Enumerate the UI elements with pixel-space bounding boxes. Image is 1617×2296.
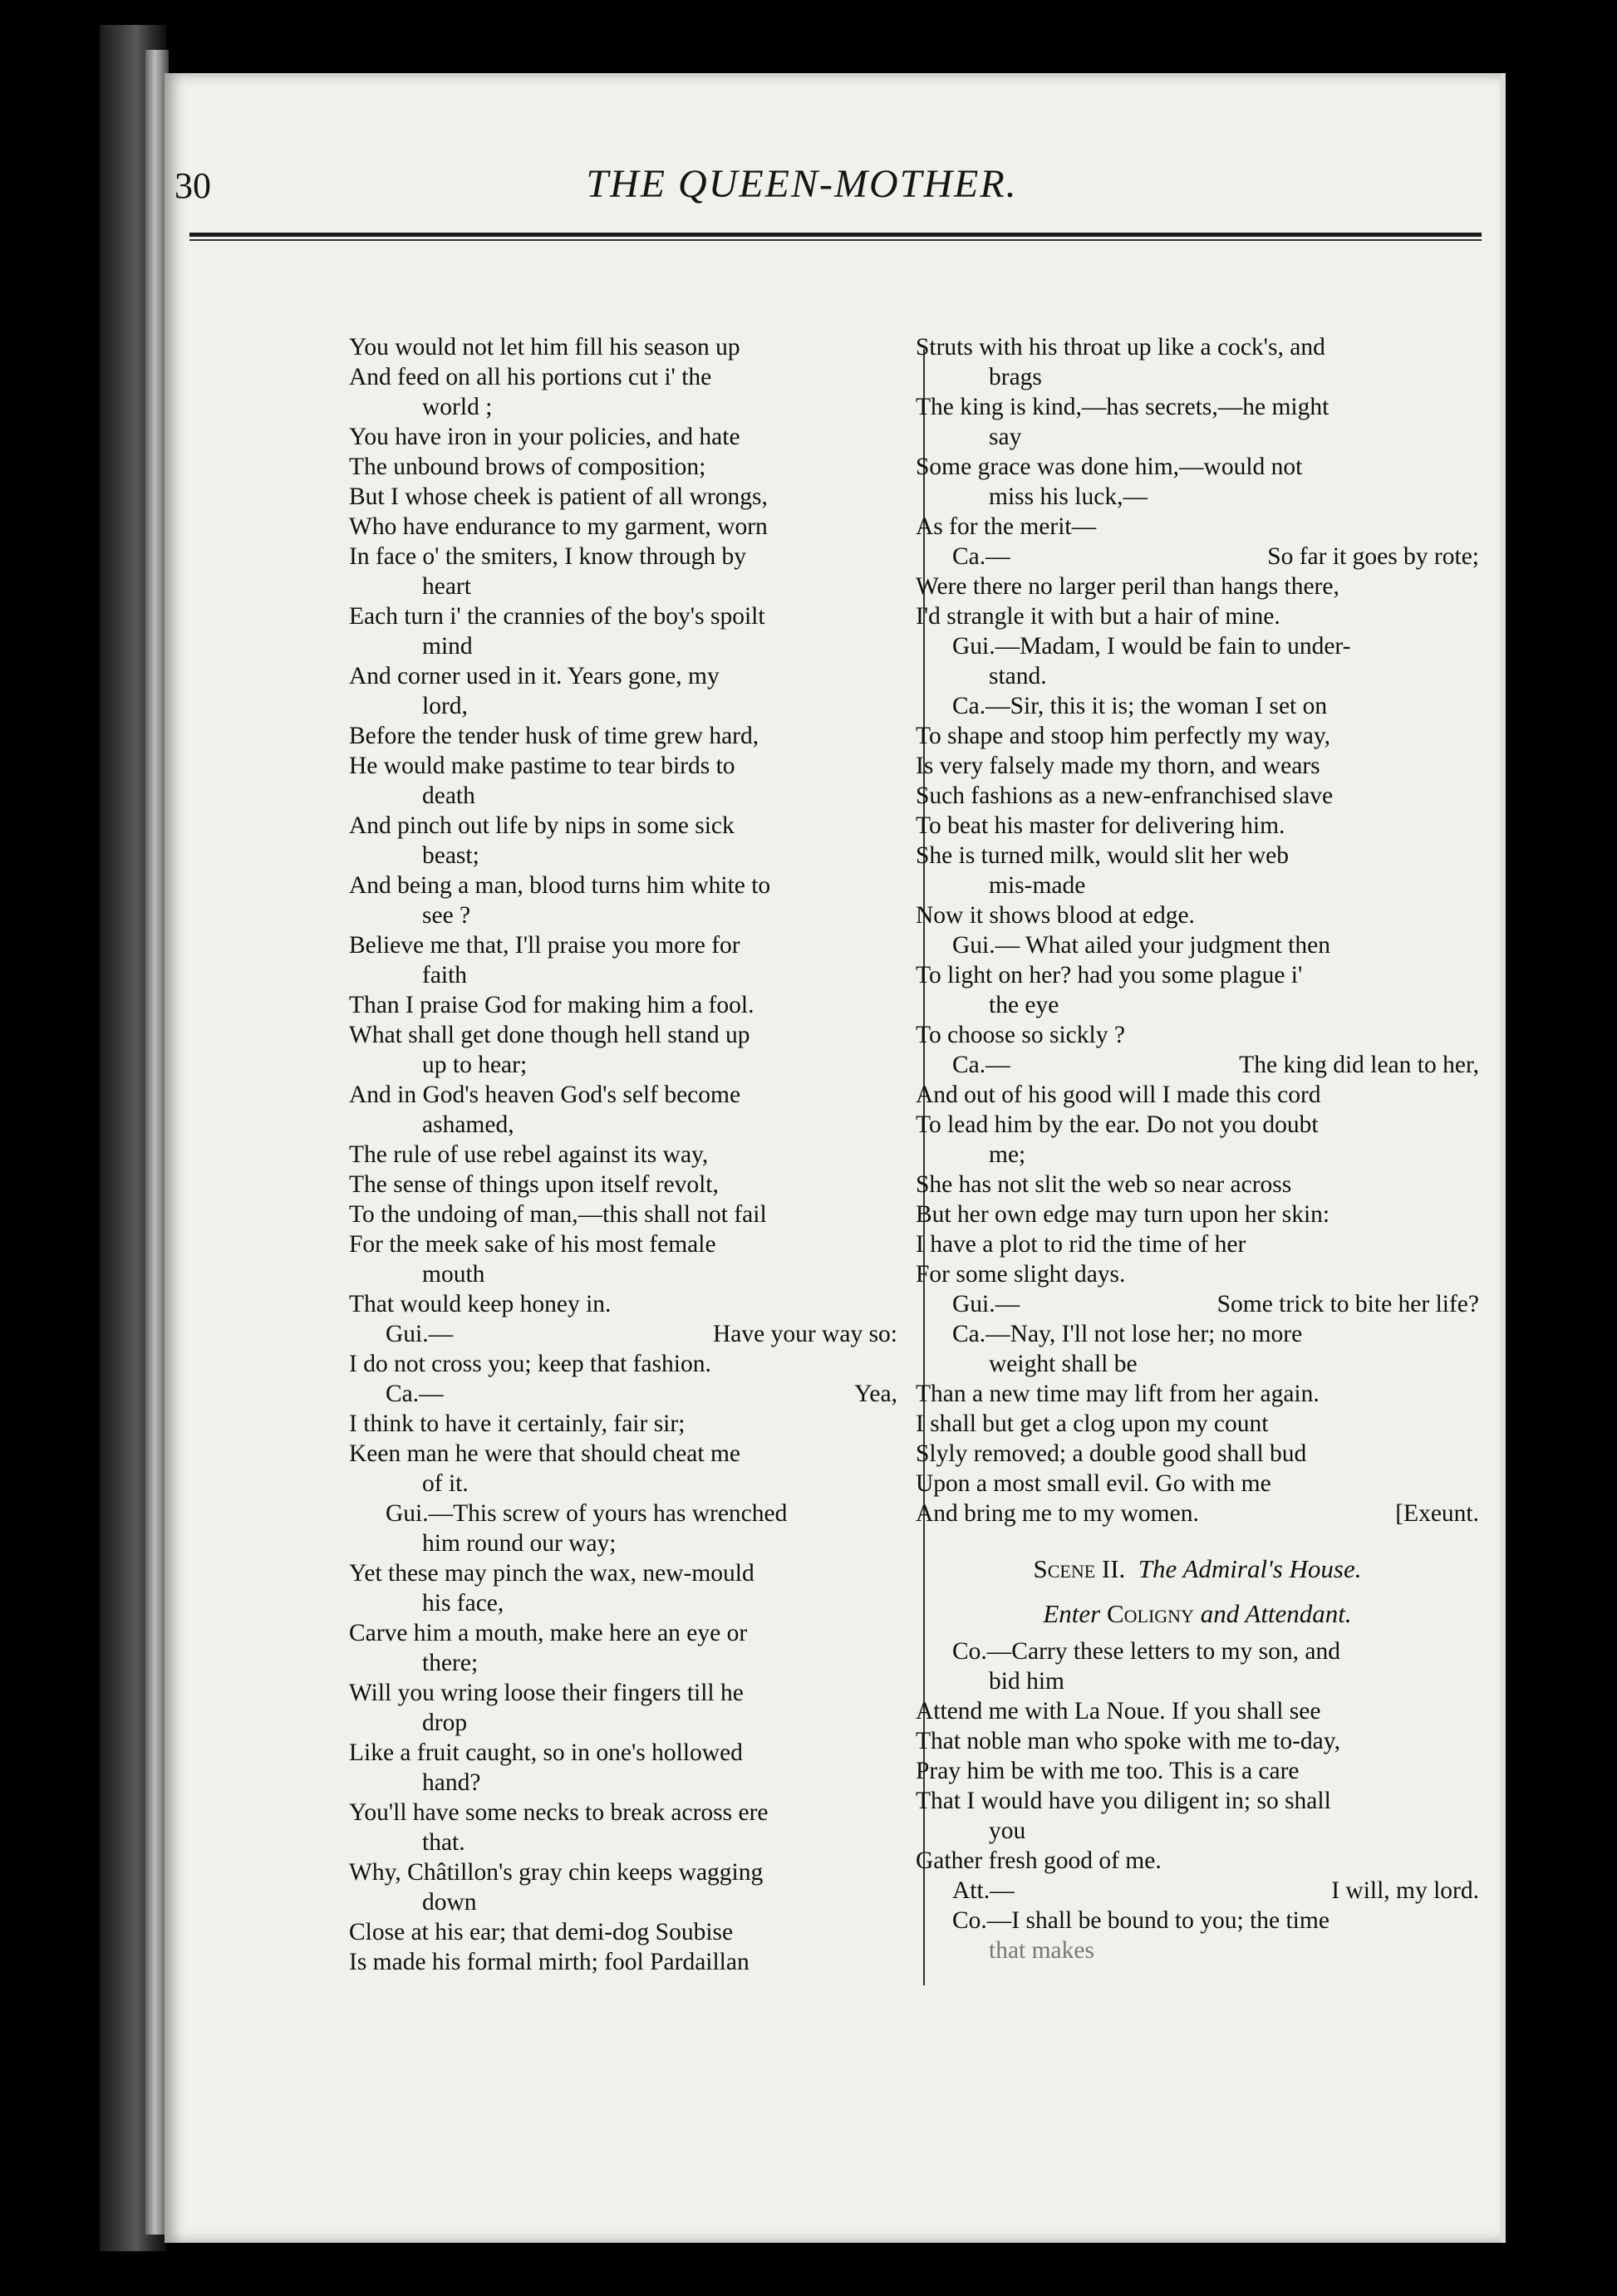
verse-text: Who have endurance to my garment, worn <box>349 513 768 540</box>
verse-text: To shape and stoop him perfectly my way, <box>916 723 1331 749</box>
verse-line <box>916 572 1479 601</box>
verse-line <box>916 990 1479 1020</box>
verse-line <box>916 1200 1479 1229</box>
verse-line <box>916 1170 1479 1200</box>
verse-text: hand? <box>422 1769 481 1796</box>
verse-line <box>916 1469 1479 1499</box>
verse-text: Carve him a mouth, make here an eye or <box>349 1620 748 1646</box>
verse-line <box>349 482 897 512</box>
verse-line <box>349 721 897 751</box>
verse-text: That I would have you diligent in; so shall <box>916 1788 1331 1814</box>
verse-text: world ; <box>422 394 493 420</box>
verse-text: Is made his formal mirth; fool Pardaillan <box>349 1949 750 1975</box>
verse-line <box>916 1876 1479 1906</box>
enter-word: Enter <box>1043 1599 1101 1628</box>
verse-line <box>349 1259 897 1289</box>
verse-text: Gui.—Madam, I would be fain to under- <box>952 633 1351 660</box>
verse-text: And feed on all his portions cut i' the <box>349 364 712 390</box>
verse-line <box>916 362 1479 392</box>
verse-line <box>916 900 1479 930</box>
verse-line <box>916 1080 1479 1110</box>
verse-text: For the meek sake of his most female <box>349 1231 716 1258</box>
verse-text: lord, <box>422 693 468 719</box>
verse-line <box>916 422 1479 452</box>
verse-line <box>916 871 1479 900</box>
verse-line <box>349 1558 897 1588</box>
verse-line <box>916 631 1479 661</box>
verse-line <box>916 1846 1479 1876</box>
verse-line <box>349 601 897 631</box>
verse-line <box>916 452 1479 482</box>
verse-line <box>349 1917 897 1947</box>
verse-text: The rule of use rebel against its way, <box>349 1141 709 1168</box>
verse-text: The unbound brows of composition; <box>349 454 706 480</box>
scene-heading <box>916 1547 1479 1592</box>
verse-text: mouth <box>422 1261 485 1288</box>
verse-text: To beat his master for delivering him. <box>916 812 1285 839</box>
verse-text: Ca.—Nay, I'll not lose her; no more <box>952 1321 1303 1347</box>
verse-text: Will you wring loose their fingers till he <box>349 1680 744 1706</box>
verse-line <box>349 841 897 871</box>
verse-line <box>349 1678 897 1708</box>
verse-text: his face, <box>422 1590 504 1617</box>
verse-text: Than I praise God for making him a fool. <box>349 992 754 1018</box>
verse-line <box>349 1229 897 1259</box>
verse-text: Each turn i' the crannies of the boy's spoilt <box>349 603 765 630</box>
verse-continuation: Some trick to bite her life? <box>1216 1291 1479 1317</box>
verse-text: Upon a most small evil. Go with me <box>916 1470 1271 1497</box>
verse-line <box>916 691 1479 721</box>
verse-text: She has not slit the web so near across <box>916 1171 1292 1198</box>
verse-text: Slyly removed; a double good shall bud <box>916 1440 1307 1467</box>
verse-line <box>349 1349 897 1379</box>
verse-line <box>916 1409 1479 1439</box>
verse-text: death <box>422 783 475 809</box>
verse-text: there; <box>422 1650 479 1676</box>
verse-text: him round our way; <box>422 1530 617 1557</box>
verse-text: Co.—Carry these letters to my son, and <box>952 1638 1341 1665</box>
verse-line <box>349 1020 897 1050</box>
verse-line <box>349 512 897 542</box>
verse-line <box>916 482 1479 512</box>
verse-text: Gui.— <box>386 1321 454 1347</box>
verse-text: Ca.—Sir, this it is; the woman I set on <box>952 693 1328 719</box>
verse-line <box>916 1319 1479 1349</box>
verse-line <box>349 1887 897 1917</box>
verse-line <box>916 1666 1479 1696</box>
verse-text: Att.— <box>952 1877 1015 1904</box>
verse-text: that makes <box>989 1937 1094 1964</box>
verse-line <box>916 1020 1479 1050</box>
verse-text: You would not let him fill his season up <box>349 334 740 361</box>
verse-line <box>349 1439 897 1469</box>
verse-text: me; <box>989 1141 1026 1168</box>
verse-text: Ca.— <box>386 1381 444 1407</box>
verse-line <box>349 1080 897 1110</box>
verse-line <box>349 392 897 422</box>
verse-text: stand. <box>989 663 1047 689</box>
verse-text: I'd strangle it with but a hair of mine. <box>916 603 1280 630</box>
verse-continuation: [Exeunt. <box>1395 1500 1479 1527</box>
verse-text: But her own edge may turn upon her skin: <box>916 1201 1330 1228</box>
verse-text: Than a new time may lift from her again. <box>916 1381 1320 1407</box>
verse-text: miss his luck,— <box>989 483 1148 510</box>
verse-text: drop <box>422 1710 468 1736</box>
verse-line <box>349 362 897 392</box>
verse-text: Pray him be with me too. This is a care <box>916 1758 1300 1784</box>
verse-line <box>349 1648 897 1678</box>
verse-text: Co.—I shall be bound to you; the time <box>952 1907 1329 1934</box>
verse-line <box>916 1349 1479 1379</box>
verse-line <box>349 1768 897 1798</box>
verse-text: To choose so sickly ? <box>916 1022 1125 1048</box>
verse-text: You have iron in your policies, and hate <box>349 424 740 450</box>
stage-direction-enter <box>916 1592 1479 1636</box>
verse-line <box>349 332 897 362</box>
verse-text: That noble man who spoke with me to-day, <box>916 1728 1340 1754</box>
verse-text: beast; <box>422 842 479 869</box>
verse-text: I do not cross you; keep that fashion. <box>349 1351 711 1377</box>
verse-line <box>349 1289 897 1319</box>
verse-line <box>916 1050 1479 1080</box>
verse-continuation: I will, my lord. <box>1331 1877 1479 1904</box>
verse-text: Yet these may pinch the wax, new-mould <box>349 1560 754 1587</box>
verse-line <box>916 1756 1479 1786</box>
verse-text: Close at his ear; that demi-dog Soubise <box>349 1919 734 1945</box>
verse-line <box>349 751 897 781</box>
verse-line <box>349 900 897 930</box>
verse-text: What shall get done though hell stand up <box>349 1022 750 1048</box>
verse-line <box>916 601 1479 631</box>
verse-line <box>916 1786 1479 1816</box>
verse-text: She is turned milk, would slit her web <box>916 842 1290 869</box>
verse-line <box>916 512 1479 542</box>
verse-text: Such fashions as a new-enfranchised slave <box>916 783 1334 809</box>
verse-line <box>916 1499 1479 1528</box>
verse-text: For some slight days. <box>916 1261 1126 1288</box>
verse-text: that. <box>422 1829 465 1856</box>
verse-line <box>349 542 897 572</box>
verse-text: And pinch out life by nips in some sick <box>349 812 735 839</box>
verse-continuation: The king did lean to her, <box>1239 1052 1479 1078</box>
verse-line <box>916 721 1479 751</box>
verse-line <box>916 1816 1479 1846</box>
verse-line <box>916 751 1479 781</box>
verse-text: Gather fresh good of me. <box>916 1847 1162 1874</box>
verse-text: Is very falsely made my thorn, and wears <box>916 753 1320 779</box>
verse-text: Like a fruit caught, so in one's hollowed <box>349 1739 743 1766</box>
verse-text: Some grace was done him,—would not <box>916 454 1303 480</box>
verse-text: That would keep honey in. <box>349 1291 612 1317</box>
verse-line <box>349 1738 897 1768</box>
verse-line <box>916 332 1479 362</box>
verse-text: As for the merit— <box>916 513 1097 540</box>
verse-continuation: Have your way so: <box>712 1321 897 1347</box>
verse-text: But I whose cheek is patient of all wrongs, <box>349 483 768 510</box>
verse-text: Ca.— <box>952 543 1010 570</box>
verse-text: The sense of things upon itself revolt, <box>349 1171 719 1198</box>
verse-text: I shall but get a clog upon my count <box>916 1410 1269 1437</box>
verse-line <box>349 1200 897 1229</box>
scene-lines <box>916 1636 1479 1965</box>
left-column <box>349 332 897 1977</box>
verse-line <box>349 1857 897 1887</box>
verse-line <box>349 1618 897 1648</box>
verse-text: up to hear; <box>422 1052 528 1078</box>
verse-text: Gui.—This screw of yours has wrenched <box>386 1500 788 1527</box>
verse-line <box>349 572 897 601</box>
verse-text: Struts with his throat up like a cock's, and <box>916 334 1325 361</box>
verse-text: Keen man he were that should cheat me <box>349 1440 740 1467</box>
verse-line <box>349 1528 897 1558</box>
enter-character: Coligny <box>1106 1599 1194 1628</box>
right-column-lines <box>916 332 1479 1528</box>
verse-line <box>916 1636 1479 1666</box>
verse-text: Believe me that, I'll praise you more for <box>349 932 740 959</box>
verse-line <box>916 930 1479 960</box>
verse-text: faith <box>422 962 468 989</box>
verse-text: To lead him by the ear. Do not you doubt <box>916 1111 1319 1138</box>
verse-text: you <box>989 1818 1026 1844</box>
verse-text: of it. <box>422 1470 469 1497</box>
header-rule-thin <box>189 239 1482 241</box>
verse-line <box>349 811 897 841</box>
verse-text: mis-made <box>989 872 1086 899</box>
verse-line <box>349 422 897 452</box>
verse-text: Were there no larger peril than hangs there, <box>916 573 1339 600</box>
verse-text: Before the tender husk of time grew hard, <box>349 723 759 749</box>
verse-line <box>916 1110 1479 1140</box>
verse-line <box>349 1469 897 1499</box>
verse-line <box>916 1140 1479 1170</box>
verse-line <box>916 1935 1479 1965</box>
verse-text: And out of his good will I made this cord <box>916 1082 1321 1108</box>
verse-text: mind <box>422 633 473 660</box>
verse-line <box>349 1319 897 1349</box>
verse-text: ashamed, <box>422 1111 514 1138</box>
verse-line <box>916 1439 1479 1469</box>
verse-line <box>349 930 897 960</box>
verse-text: see ? <box>422 902 471 929</box>
verse-text: And being a man, blood turns him white to <box>349 872 771 899</box>
verse-text: Why, Châtillon's gray chin keeps wagging <box>349 1859 764 1886</box>
verse-text: say <box>989 424 1022 450</box>
verse-text: And bring me to my women. <box>916 1500 1199 1527</box>
verse-text: And in God's heaven God's self become <box>349 1082 741 1108</box>
verse-line <box>916 1726 1479 1756</box>
verse-line <box>916 1379 1479 1409</box>
verse-line <box>916 781 1479 811</box>
verse-line <box>349 960 897 990</box>
verse-text: To light on her? had you some plague i' <box>916 962 1303 989</box>
verse-text: I think to have it certainly, fair sir; <box>349 1410 686 1437</box>
verse-text: Now it shows blood at edge. <box>916 902 1195 929</box>
verse-text: down <box>422 1889 477 1916</box>
verse-line <box>916 661 1479 691</box>
right-column <box>916 332 1479 1965</box>
verse-line <box>916 1229 1479 1259</box>
verse-line <box>349 1588 897 1618</box>
verse-text: bid him <box>989 1668 1064 1695</box>
verse-line <box>916 1259 1479 1289</box>
verse-text: Gui.— What ailed your judgment then <box>952 932 1330 959</box>
verse-line <box>349 1050 897 1080</box>
verse-line <box>349 1140 897 1170</box>
verse-line <box>349 1499 897 1528</box>
verse-line <box>349 1170 897 1200</box>
verse-line <box>916 811 1479 841</box>
verse-text: brags <box>989 364 1042 390</box>
verse-line <box>349 1110 897 1140</box>
verse-line <box>349 1947 897 1977</box>
verse-line <box>916 960 1479 990</box>
verse-line <box>349 661 897 691</box>
verse-text: Ca.— <box>952 1052 1010 1078</box>
verse-continuation: So far it goes by rote; <box>1267 543 1479 570</box>
verse-line <box>916 392 1479 422</box>
verse-text: heart <box>422 573 471 600</box>
verse-continuation: Yea, <box>854 1381 897 1407</box>
verse-text: Attend me with La Noue. If you shall see <box>916 1698 1321 1724</box>
verse-line <box>916 542 1479 572</box>
verse-line <box>916 1906 1479 1935</box>
verse-line <box>349 691 897 721</box>
verse-line <box>349 1708 897 1738</box>
verse-line <box>349 452 897 482</box>
scene-place: The Admiral's House. <box>1138 1554 1362 1583</box>
enter-rest: and Attendant. <box>1200 1599 1352 1628</box>
verse-line <box>349 990 897 1020</box>
verse-line <box>349 1827 897 1857</box>
verse-line <box>349 1409 897 1439</box>
verse-text: You'll have some necks to break across ere <box>349 1799 769 1826</box>
verse-line <box>349 1379 897 1409</box>
verse-text: To the undoing of man,—this shall not fail <box>349 1201 767 1228</box>
verse-line <box>916 1289 1479 1319</box>
verse-line <box>349 781 897 811</box>
verse-text: the eye <box>989 992 1059 1018</box>
verse-line <box>349 871 897 900</box>
verse-text: He would make pastime to tear birds to <box>349 753 735 779</box>
verse-line <box>349 631 897 661</box>
verse-text: I have a plot to rid the time of her <box>916 1231 1246 1258</box>
page-number: 30 <box>174 165 211 206</box>
header-rule <box>189 233 1482 237</box>
verse-text: And corner used in it. Years gone, my <box>349 663 720 689</box>
page-header <box>174 164 1396 214</box>
verse-text: weight shall be <box>989 1351 1138 1377</box>
verse-line <box>916 841 1479 871</box>
verse-line <box>349 1798 897 1827</box>
scene-number: Scene II. <box>1033 1554 1126 1583</box>
verse-text: Gui.— <box>952 1291 1020 1317</box>
verse-text: In face o' the smiters, I know through by <box>349 543 747 570</box>
verse-text: The king is kind,—has secrets,—he might <box>916 394 1329 420</box>
verse-line <box>916 1696 1479 1726</box>
running-title: THE QUEEN-MOTHER. <box>586 162 1018 206</box>
